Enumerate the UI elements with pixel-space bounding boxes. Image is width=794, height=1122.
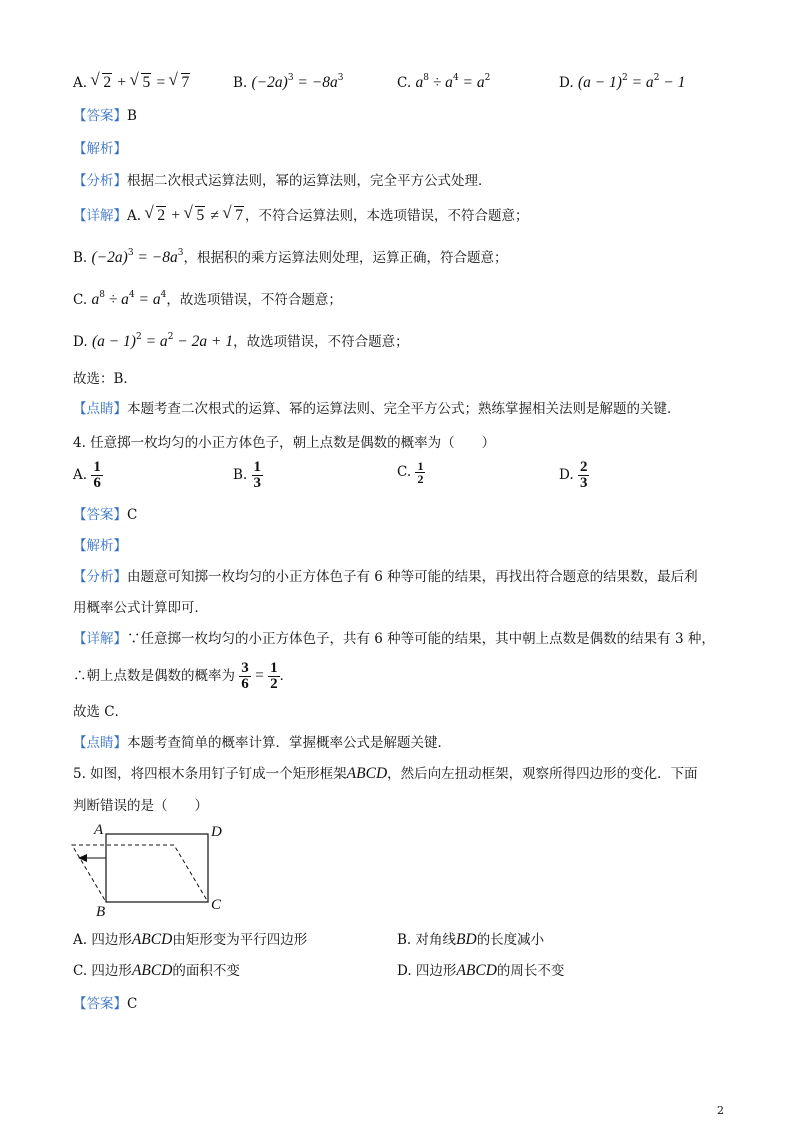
parallelogram-dashed	[72, 845, 208, 902]
q3-xiangjie-c: C. $a^8 \div a^4 = a^4$，故选项错误，不符合题意；	[73, 290, 342, 308]
q3-dianjing: 【点睛】本题考查二次根式的运算、幂的运算法则、完全平方公式；熟练掌握相关法则是解题的关键．	[73, 401, 681, 417]
q3-xiangjie-a: 【详解】A. √ 2 + √ 5 ≠ √ 7 ，不符合运算法则，本选项错误，不符合题意；	[73, 206, 529, 226]
q3-xiangjie-d: D. $(a - 1)^2 = a^2 - 2a + 1$，故选项错误，不符合题意；	[73, 332, 409, 350]
q3-answer: 【答案】B	[73, 108, 137, 124]
label-c: C	[211, 897, 222, 913]
q4-fenxi-line2: 用概率公式计算即可．	[73, 600, 208, 616]
q3-option-c: C. $a^8 \div a^4 = a^2$	[397, 73, 491, 91]
q4-xiangjie-line1: 【详解】∵任意掷一枚均匀的小正方体色子，共有 6 种等可能的结果，其中朝上点数是偶数的结果有 3 种，	[73, 631, 715, 647]
q4-choose: 故选 C．	[73, 704, 129, 720]
label-a: A	[94, 822, 104, 838]
q4-answer: 【答案】C	[73, 507, 138, 523]
q4-fenxi-line1: 【分析】由题意可知掷一枚均匀的小正方体色子有 6 种等可能的结果，再找出符合题意的结果数，最后利	[73, 569, 698, 585]
q5-stem-line1: 5. 如图，将四根木条用钉子钉成一个矩形框架ABCD，然后向左扭动框架，观察所得四边形的变化．下面	[73, 765, 698, 782]
arrow-head-icon	[78, 854, 87, 862]
q4-option-d: D. $\frac{2}{3}$	[559, 459, 588, 491]
q5-answer: 【答案】C	[73, 996, 138, 1012]
q5-option-c: C. 四边形ABCD的面积不变	[73, 962, 240, 979]
q5-option-a: A. 四边形ABCD由矩形变为平行四边形	[73, 931, 308, 948]
q4-option-a: A. $\frac{1}{6}$	[73, 459, 101, 491]
page-number: 2	[717, 1104, 724, 1117]
q4-analysis-heading: 【解析】	[73, 538, 127, 554]
q3-analysis-heading: 【解析】	[73, 141, 127, 157]
q4-stem: 4. 任意掷一枚均匀的小正方体色子，朝上点数是偶数的概率为（ ）	[73, 435, 496, 451]
q5-stem-line2: 判断错误的是（ ）	[73, 798, 208, 814]
q4-option-b: B. $\frac{1}{3}$	[233, 459, 262, 491]
q3-option-a: A. √ 2 + √ 5 = √ 7	[73, 72, 191, 94]
q3-choose: 故选：B．	[73, 371, 137, 387]
rectangle-abcd	[106, 834, 208, 902]
q3-fenxi: 【分析】根据二次根式运算法则，幂的运算法则，完全平方公式处理．	[73, 173, 492, 189]
q4-dianjing: 【点睛】本题考查简单的概率计算．掌握概率公式是解题关键．	[73, 735, 451, 751]
q5-option-d: D. 四边形ABCD的周长不变	[397, 962, 565, 979]
label-b: B	[96, 904, 106, 920]
q4-xiangjie-line2: ∴朝上点数是偶数的概率为 $\frac{3}{6}$ = $\frac{1}{2}$ ．	[73, 660, 294, 692]
label-d: D	[211, 824, 222, 840]
q5-option-b: B. 对角线BD的长度减小	[397, 931, 545, 948]
q4-option-c: C. $\frac{1}{2}$	[397, 459, 424, 486]
q5-figure	[66, 818, 236, 920]
q3-option-b: B. $(-2a)^3 = -8a^3$	[233, 73, 344, 91]
q3-xiangjie-b: B. $(-2a)^3 = -8a^3$，根据积的乘方运算法则处理，运算正确，符合题意；	[73, 248, 508, 266]
q3-option-d: D. $(a - 1)^2 = a^2 - 1$	[559, 73, 686, 91]
